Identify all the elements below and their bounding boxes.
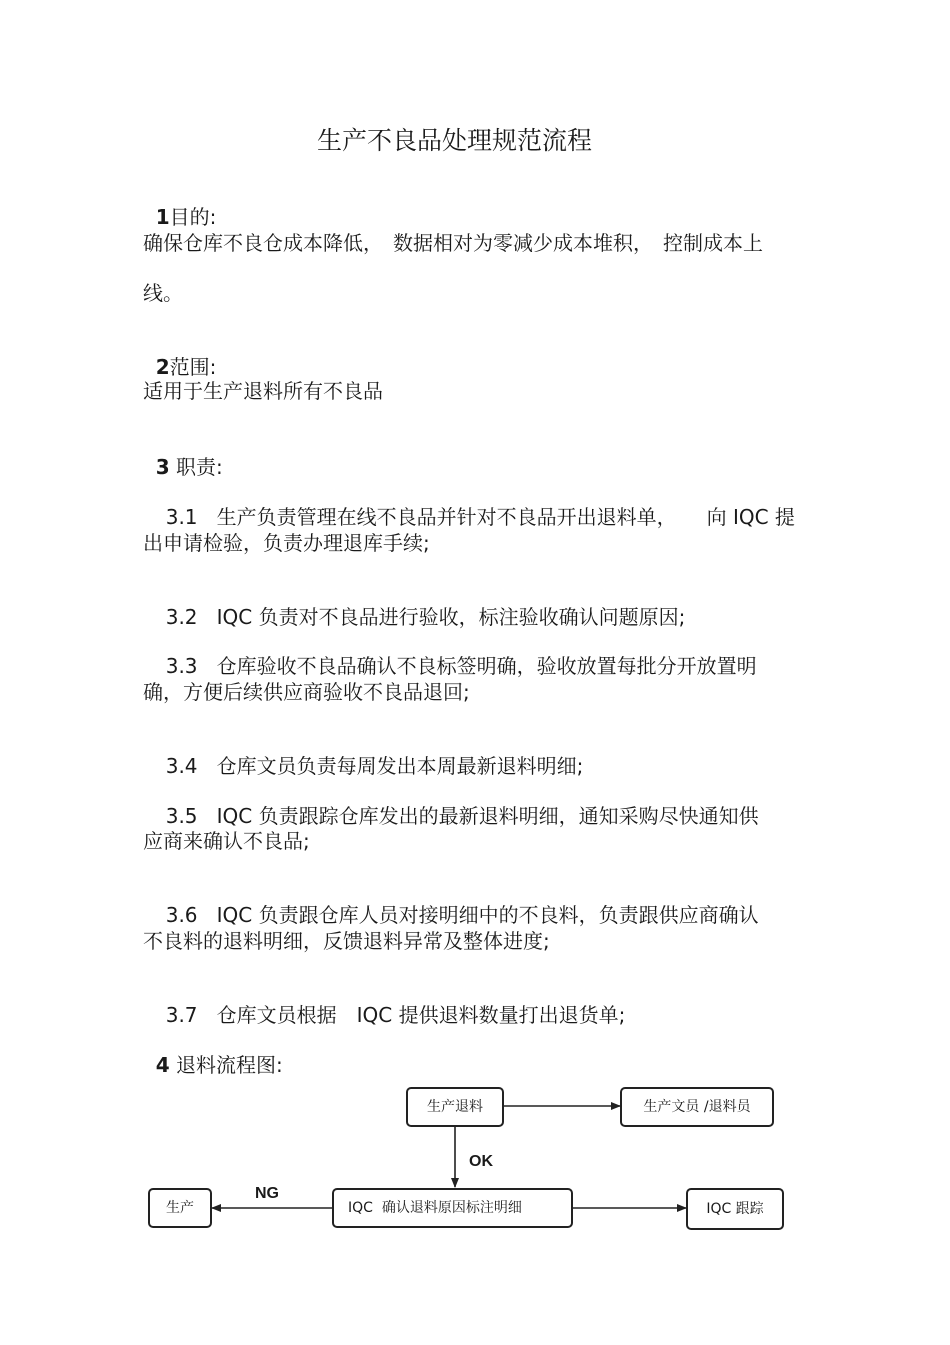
- paragraph-line: 线。: [143, 281, 183, 305]
- item-text: 生产负责管理在线不良品并针对不良品开出退料单， 向 IQC 提: [216, 505, 795, 529]
- item-text: 仓库验收不良品确认不良标签明确，验收放置每批分开放置明: [216, 654, 757, 678]
- item-number: 3.4: [165, 754, 198, 778]
- paragraph-line: 出申请检验，负责办理退库手续;: [143, 531, 430, 555]
- item-number: 3.6: [165, 903, 198, 927]
- section-number: 3: [155, 455, 170, 479]
- item-text: IQC 负责跟踪仓库发出的最新退料明细，通知采购尽快通知供: [216, 804, 759, 828]
- item-text: IQC 负责对不良品进行验收，标注验收确认问题原因;: [216, 605, 686, 629]
- item-text: 仓库文员负责每周发出本周最新退料明细;: [216, 754, 584, 778]
- page-title: 生产不良品处理规范流程: [317, 126, 593, 155]
- flow-node-production-return: 生产退料: [406, 1087, 504, 1127]
- section-number: 2: [155, 355, 170, 379]
- item-number: 3.7: [165, 1003, 198, 1027]
- flow-node-clerk: 生产文员 /退料员: [620, 1087, 774, 1127]
- section-1-heading: [143, 181, 216, 229]
- section-2-heading: [143, 331, 216, 379]
- duty-item-3-1: [153, 481, 795, 529]
- flow-node-iqc-track: IQC 跟踪: [686, 1188, 784, 1230]
- flow-node-iqc-confirm: IQC 确认退料原因标注明细: [332, 1188, 573, 1228]
- paragraph-line: 确保仓库不良仓成本降低， 数据相对为零减少成本堆积， 控制成本上: [143, 231, 763, 255]
- duty-item-3-7: [153, 979, 625, 1027]
- section-3-heading: [143, 431, 223, 479]
- duty-item-3-2: [153, 581, 685, 629]
- duty-item-3-3: [153, 630, 757, 678]
- section-number: 4: [155, 1053, 170, 1077]
- duty-item-3-6: [153, 879, 759, 927]
- section-heading-text: 职责:: [169, 455, 223, 479]
- section-number: 1: [155, 205, 170, 229]
- section-heading-text: 目的:: [169, 205, 217, 229]
- item-number: 3.1: [165, 505, 198, 529]
- paragraph-line: 应商来确认不良品;: [143, 829, 310, 853]
- edge-label-ok: OK: [469, 1153, 493, 1170]
- paragraph-line: 适用于生产退料所有不良品: [143, 379, 383, 403]
- flow-node-production: 生产: [148, 1188, 212, 1228]
- duty-item-3-4: [153, 730, 583, 778]
- duty-item-3-5: [153, 780, 759, 828]
- item-number: 3.2: [165, 605, 198, 629]
- section-heading-text: 范围:: [169, 355, 217, 379]
- item-number: 3.3: [165, 654, 198, 678]
- section-heading-text: 退料流程图:: [169, 1053, 283, 1077]
- item-number: 3.5: [165, 804, 198, 828]
- paragraph-line: 确，方便后续供应商验收不良品退回;: [143, 680, 470, 704]
- section-4-heading: [143, 1029, 283, 1077]
- item-text: IQC 负责跟仓库人员对接明细中的不良料，负责跟供应商确认: [216, 903, 759, 927]
- edge-label-ng: NG: [255, 1185, 279, 1202]
- paragraph-line: 不良料的退料明细，反馈退料异常及整体进度;: [143, 929, 550, 953]
- item-text: 仓库文员根据 IQC 提供退料数量打出退货单;: [216, 1003, 626, 1027]
